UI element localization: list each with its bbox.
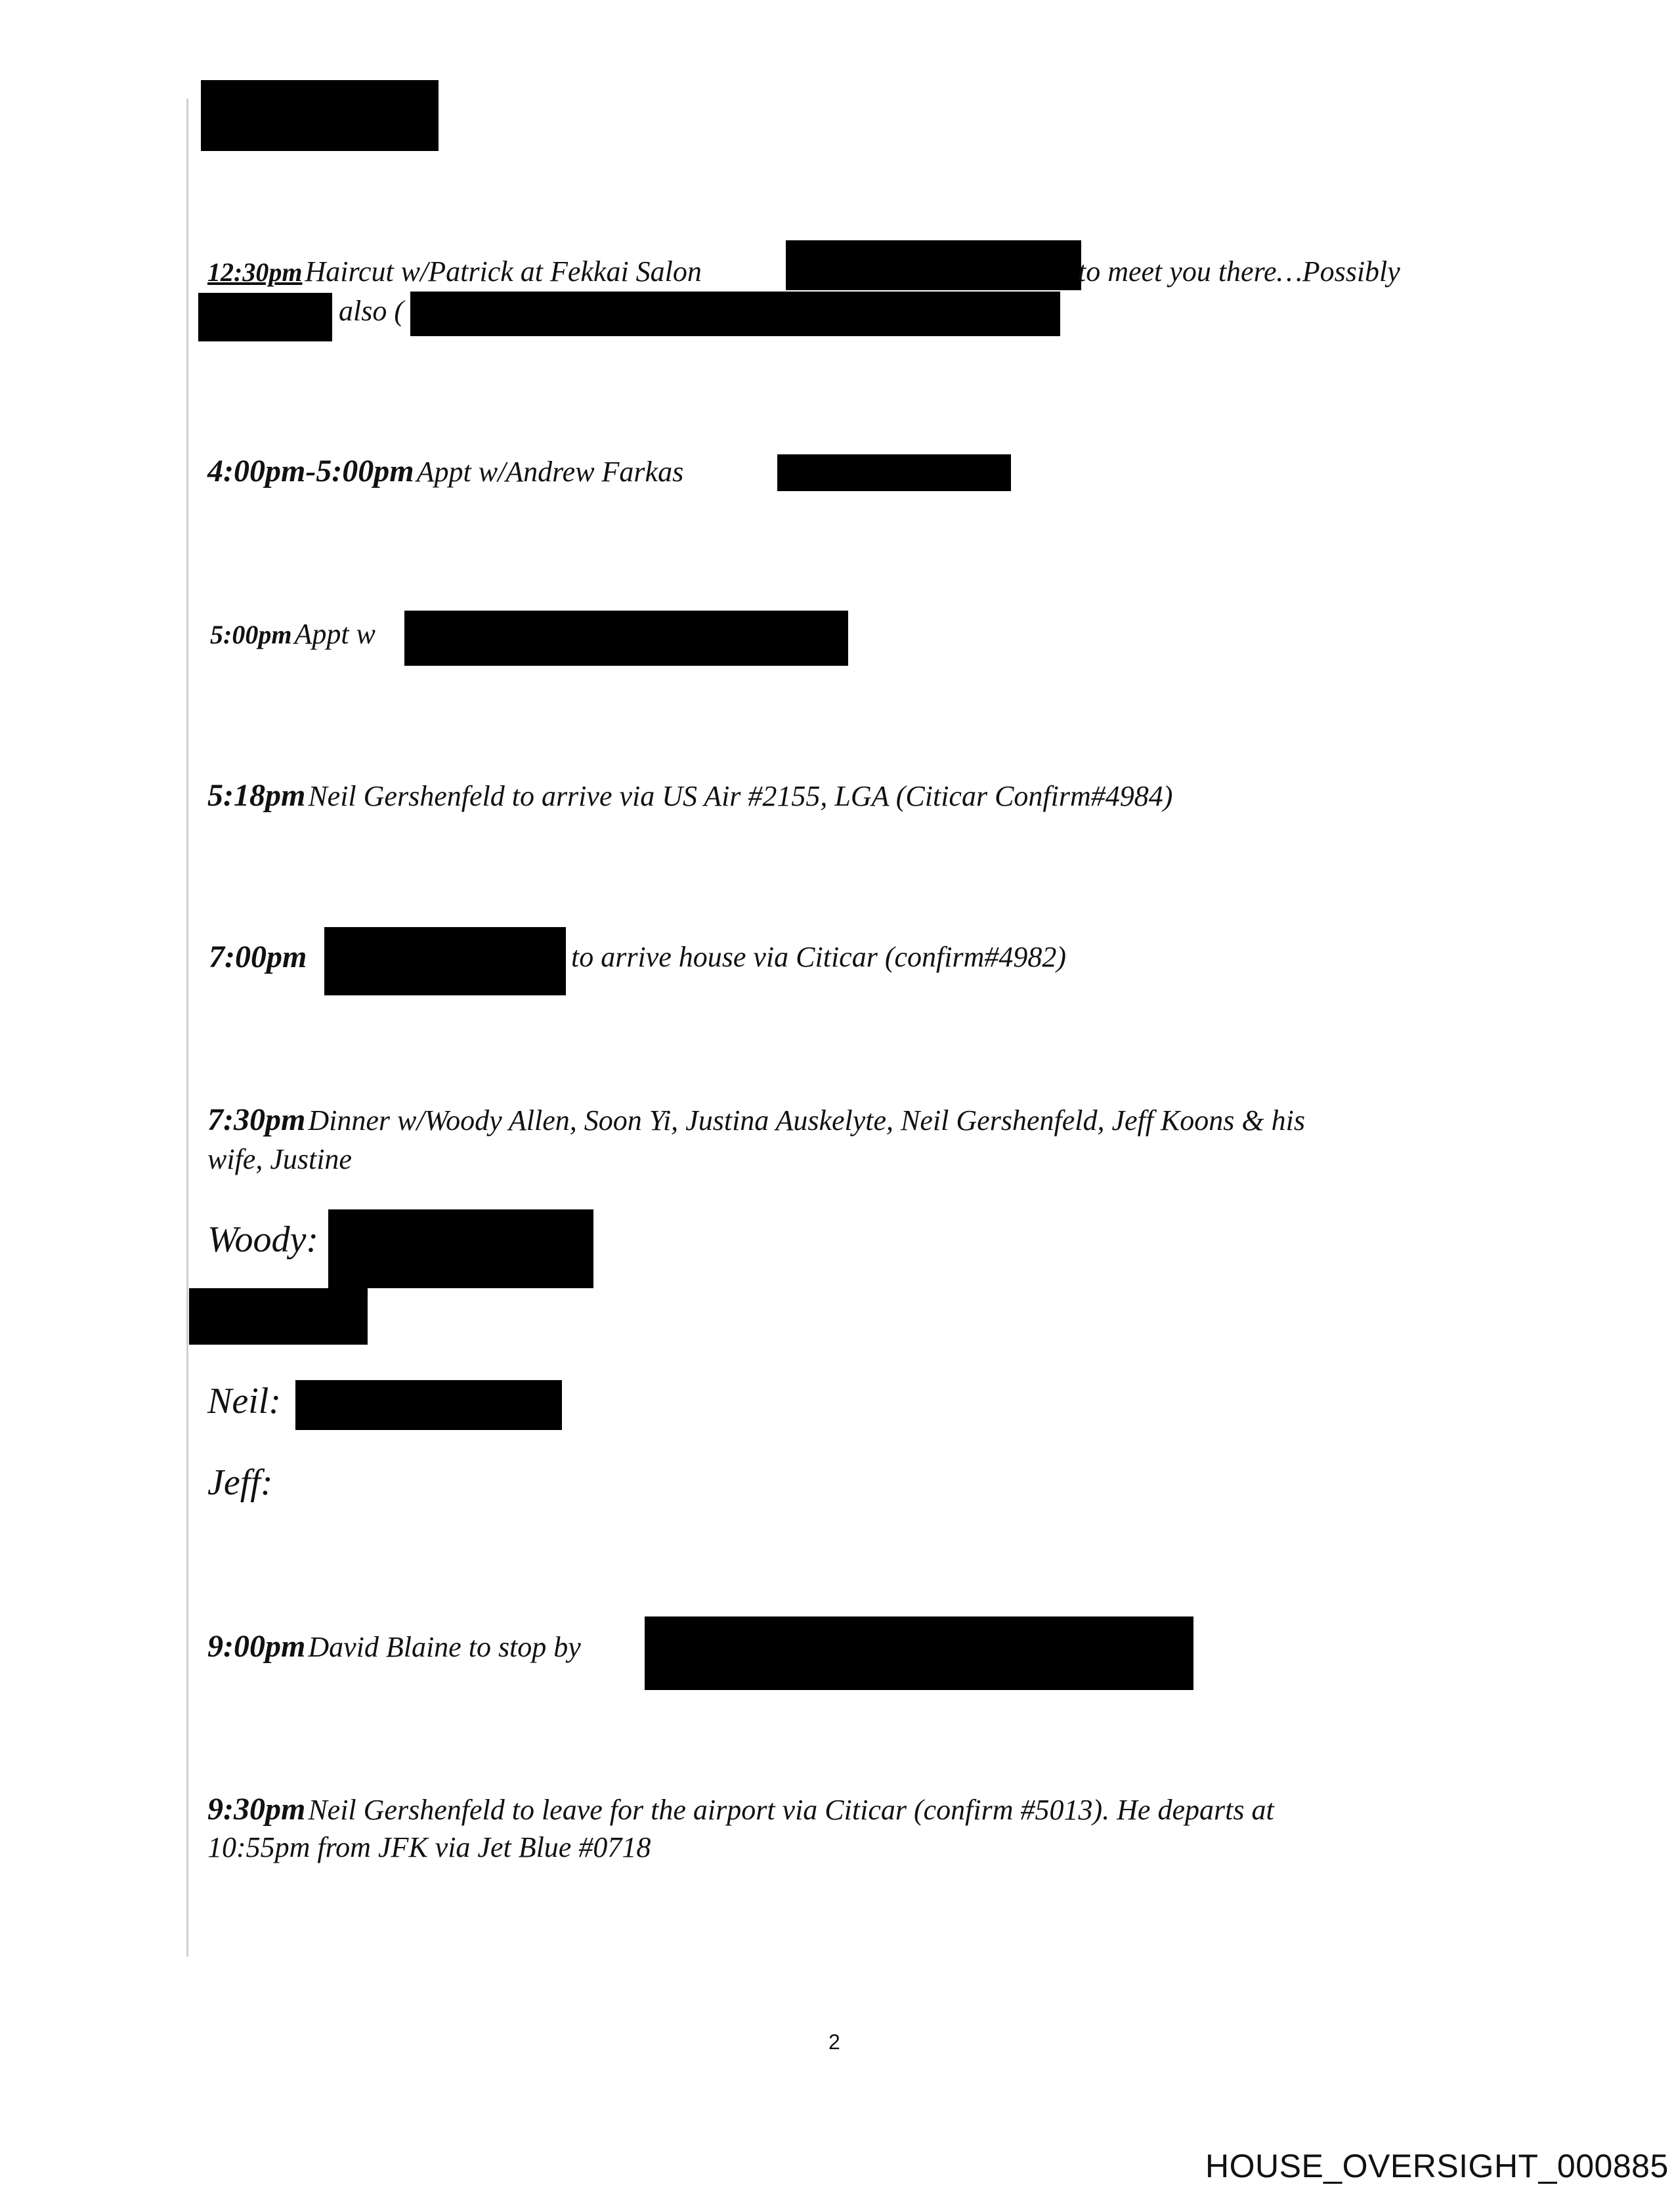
- redaction: [324, 927, 566, 995]
- entry-dinner-line1: [207, 1104, 1305, 1136]
- entry-dinner-line2: wife, Justine: [207, 1143, 352, 1175]
- page-number: 2: [828, 2030, 840, 2054]
- redaction: [189, 1288, 368, 1345]
- entry-text: Neil Gershenfeld to leave for the airport via Citicar (confirm #5013). He departs at: [308, 1794, 1274, 1826]
- redaction: [777, 454, 1011, 491]
- entry-text: Haircut w/Patrick at Fekkai Salon: [305, 255, 702, 288]
- entry-appt5: [210, 620, 376, 649]
- entry-time: 12:30pm: [207, 257, 303, 287]
- entry-arrive7-text: to arrive house via Citicar (confirm#4982): [571, 941, 1067, 973]
- entry-time: 5:00pm: [210, 620, 292, 649]
- entry-haircut-cont: to meet you there…Possibly: [1078, 255, 1400, 288]
- entry-haircut-line1: [207, 257, 702, 286]
- entry-text: Appt w/Andrew Farkas: [416, 456, 684, 488]
- guest-label-neil: Neil:: [207, 1381, 281, 1421]
- entry-time: 7:00pm: [209, 940, 307, 974]
- redaction: [295, 1380, 562, 1430]
- entry-time: 9:30pm: [207, 1792, 306, 1827]
- redaction-header: [201, 80, 439, 151]
- entry-text: Appt w: [294, 618, 376, 650]
- entry-farkas: [207, 456, 683, 487]
- entry-blaine: [207, 1631, 581, 1662]
- entry-time: 9:00pm: [207, 1629, 306, 1664]
- entry-neil-leave-line1: [207, 1794, 1274, 1825]
- entry-text: David Blaine to stop by: [308, 1631, 581, 1663]
- entry-text: Neil Gershenfeld to arrive via US Air #2155, LGA (Citicar Confirm#4984): [308, 780, 1173, 812]
- guest-label-jeff: Jeff:: [207, 1462, 273, 1503]
- bates-number: HOUSE_OVERSIGHT_000885: [1205, 2148, 1669, 2184]
- redaction: [645, 1616, 1193, 1690]
- entry-arrive7-time: [209, 942, 307, 973]
- redaction: [410, 292, 1060, 336]
- redaction: [198, 293, 332, 341]
- entry-neil-leave-line2: 10:55pm from JFK via Jet Blue #0718: [207, 1831, 651, 1863]
- redaction: [786, 240, 1081, 290]
- redaction: [404, 611, 848, 666]
- entry-neil-arrive: [207, 780, 1172, 812]
- entry-haircut-line2: also (: [339, 295, 404, 327]
- entry-time: 5:18pm: [207, 778, 306, 813]
- entry-time: 7:30pm: [207, 1102, 306, 1137]
- redaction: [328, 1209, 593, 1288]
- guest-label-woody: Woody:: [207, 1219, 319, 1260]
- entry-time: 4:00pm-5:00pm: [207, 454, 414, 488]
- margin-rule: [186, 98, 188, 1957]
- entry-text: Dinner w/Woody Allen, Soon Yi, Justina Auskelyte, Neil Gershenfeld, Jeff Koons & his: [308, 1104, 1305, 1137]
